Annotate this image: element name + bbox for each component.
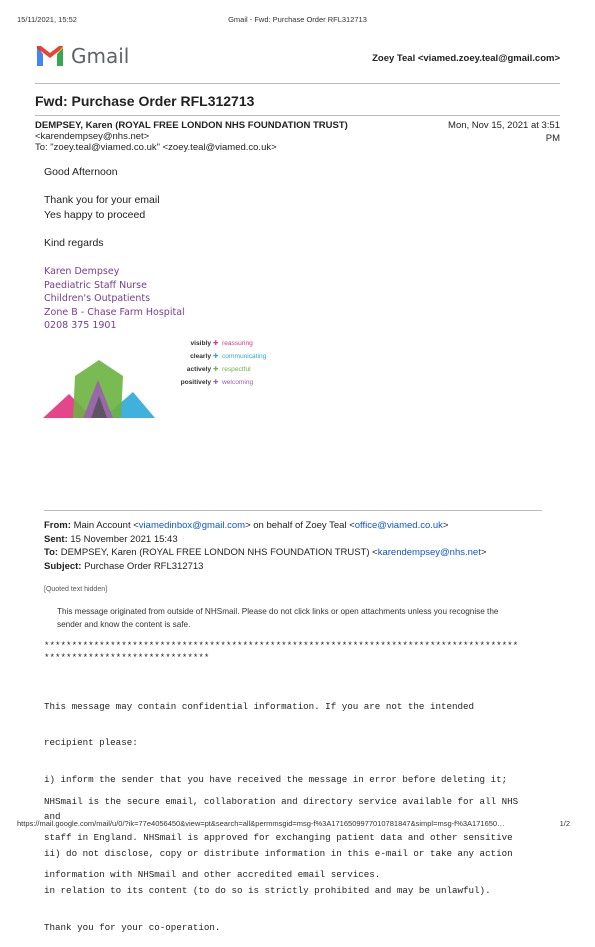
values-row-2: [161, 353, 273, 362]
disclaimer-line: recipient please:: [44, 737, 138, 749]
message-date-line1: Mon, Nov 15, 2021 at 3:51: [448, 120, 560, 131]
divider: [35, 83, 560, 84]
disclaimer-line: staff in England. NHSmail is approved for exchanging patient data and other sensitive: [44, 832, 513, 844]
forwarded-subject: Subject: Purchase Order RFL312713: [44, 560, 204, 572]
print-url: https://mail.google.com/mail/u/0/?ik=77e4056450&view=pt&search=all&permmsgid=msg-f%3A1716509977010781847&simpl=msg-f%3A171650…: [17, 819, 505, 828]
signature-role: Paediatric Staff Nurse: [44, 279, 147, 291]
signature-location: Zone B - Chase Farm Hospital: [44, 306, 185, 318]
body-closing: Kind regards: [44, 237, 104, 249]
values-logo: [43, 336, 273, 422]
plus-icon: ✚: [213, 379, 219, 386]
values-row-4: [161, 379, 273, 388]
values-row-2-left: clearly: [190, 353, 211, 360]
print-page-title: Gmail - Fwd: Purchase Order RFL312713: [228, 15, 367, 24]
body-line-2: Yes happy to proceed: [44, 209, 146, 221]
external-notice-line-1: This message originated from outside of NHSmail. Please do not click links or open attachments unless you recognise the: [57, 607, 499, 616]
print-page-number: 1/2: [559, 819, 570, 828]
body-line-1: Thank you for your email: [44, 194, 160, 206]
forwarded-sent: Sent: 15 November 2021 15:43: [44, 533, 178, 545]
gmail-wordmark: Gmail: [71, 44, 130, 68]
values-logo-graphic: [43, 336, 158, 422]
plus-icon: ✚: [213, 353, 219, 360]
account-label: Zoey Teal <viamed.zoey.teal@gmail.com>: [372, 53, 560, 64]
disclaimer-stars-2: ******************************: [44, 652, 210, 663]
quoted-text-hidden[interactable]: [Quoted text hidden]: [44, 586, 108, 593]
print-datetime: 15/11/2021, 15:52: [17, 15, 77, 24]
forwarded-from-link[interactable]: viamedinbox@gmail.com: [138, 520, 246, 531]
values-row-3: [161, 366, 273, 375]
values-row-2-right: communicating: [222, 353, 267, 360]
disclaimer-line: information with NHSmail and other accredited email services.: [44, 869, 381, 881]
body-greeting: Good Afternoon: [44, 166, 118, 178]
signature-phone: 0208 375 1901: [44, 320, 117, 331]
message-date-line2: PM: [545, 132, 560, 144]
values-row-3-left: actively: [186, 366, 211, 373]
external-notice: [57, 606, 498, 631]
gmail-logo-icon[interactable]: [35, 44, 65, 68]
values-row-4-right: welcoming: [222, 379, 254, 386]
external-notice-line-2: sender and know the content is safe.: [57, 619, 191, 629]
disclaimer-stars-1: **************************************************************************************: [44, 640, 519, 651]
disclaimer-line: and: [44, 811, 61, 823]
recipient-line: To: "zoey.teal@viamed.co.uk" <zoey.teal@viamed.co.uk>: [35, 142, 277, 153]
forwarded-to-link[interactable]: karendempsey@nhs.net: [377, 547, 481, 558]
signature-block: [44, 265, 185, 333]
disclaimer-line: NHSmail is the secure email, collaboration and directory service available for all NHS: [44, 795, 519, 807]
sender-email[interactable]: <karendempsey@nhs.net>: [35, 131, 150, 142]
forwarded-header: [44, 519, 486, 573]
disclaimer-paragraph-2: [44, 771, 518, 894]
message-date: [448, 120, 560, 145]
disclaimer-line: Thank you for your co-operation.: [44, 921, 221, 933]
values-row-1-left: visibly: [190, 340, 211, 347]
divider: [35, 115, 560, 116]
values-row-1: [161, 340, 273, 349]
signature-name: Karen Dempsey: [44, 266, 120, 277]
values-row-1-right: reassuring: [222, 340, 253, 347]
forwarded-from-link-2[interactable]: office@viamed.co.uk: [354, 520, 443, 531]
disclaimer-line: in relation to its content (to do so is strictly prohibited and may be unlawful).: [44, 885, 491, 897]
sender-name: DEMPSEY, Karen (ROYAL FREE LONDON NHS FOUNDATION TRUST): [35, 120, 348, 131]
disclaimer-line: ii) do not disclose, copy or distribute information in this e-mail or take any action: [44, 848, 513, 860]
forward-divider: [44, 510, 542, 511]
signature-dept: Children's Outpatients: [44, 293, 151, 304]
forwarded-to: To: DEMPSEY, Karen (ROYAL FREE LONDON NHS FOUNDATION TRUST) <karendempsey@nhs.net>: [44, 547, 487, 558]
values-row-4-left: positively: [180, 379, 211, 386]
plus-icon: ✚: [213, 366, 219, 373]
disclaimer-line: This message may contain confidential information. If you are not the intended: [44, 700, 475, 712]
plus-icon: ✚: [213, 340, 219, 347]
thread-subject: Fwd: Purchase Order RFL312713: [35, 93, 255, 109]
values-row-3-right: respectful: [222, 366, 251, 373]
disclaimer-line: i) inform the sender that you have received the message in error before deleting it;: [44, 774, 508, 786]
forwarded-from: From: Main Account <viamedinbox@gmail.com> on behalf of Zoey Teal <office@viamed.co.uk>: [44, 520, 449, 531]
